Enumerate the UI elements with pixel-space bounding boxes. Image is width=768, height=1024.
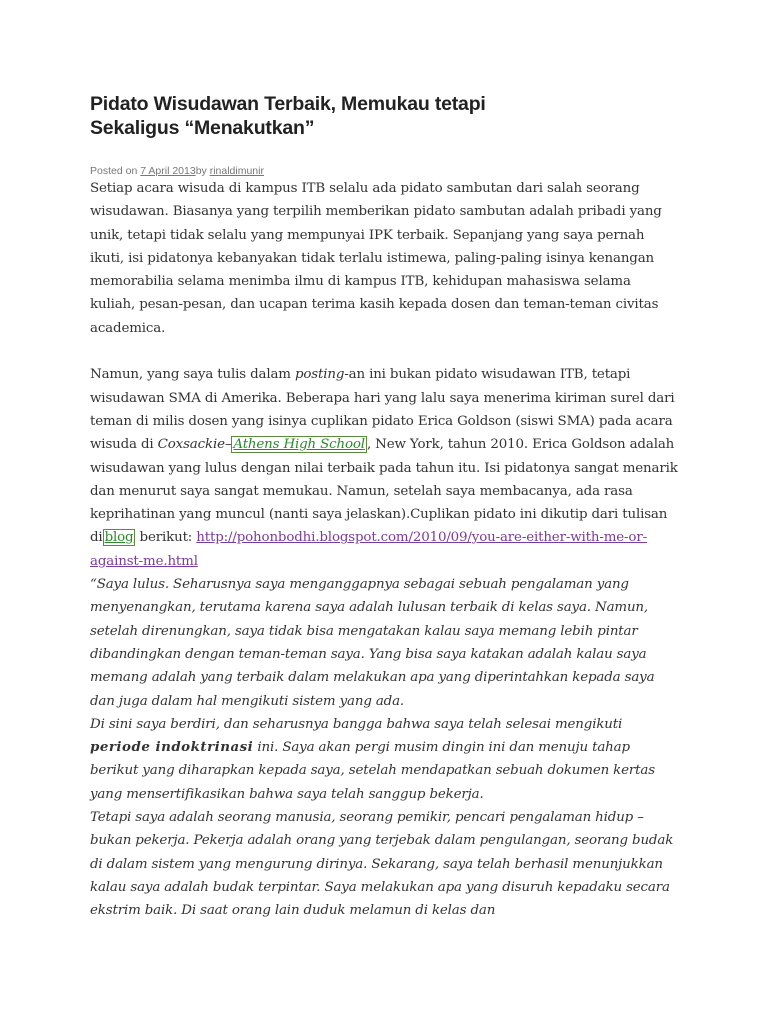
quote-text: Di sini saya berdiri, dan seharusnya bangga bahwa saya telah selesai mengikuti [90, 716, 623, 732]
paragraph-spacer [90, 340, 678, 363]
dash: – [224, 437, 232, 453]
post-title-line-1: Pidato Wisudawan Terbaik, Memukau tetapi [90, 93, 486, 115]
post-date-link[interactable]: 7 April 2013 [140, 165, 196, 177]
post-content [90, 177, 678, 923]
posting-term: posting [294, 367, 345, 383]
paragraph-text: -an ini bukan pidato wisudawan ITB, tetapi wisudawan SMA di Amerika. Beberapa hari yang lalu saya menerima kiriman surel dari teman di milis dosen yang isinya cuplikan pidato Erica Goldson (siswi SMA) pada acara wisuda di [90, 367, 675, 453]
post-title [90, 92, 678, 140]
paragraph-text: berikut: [135, 530, 197, 546]
post-author-link[interactable]: rinaldimunir [209, 165, 264, 177]
paragraph-namun [90, 363, 678, 573]
paragraph-intro: Setiap acara wisuda di kampus ITB selalu ada pidato sambutan dari salah seorang wisudawan. Biasanya yang terpilih memberikan pidato sambutan adalah pribadi yang unik, tetapi tidak selalu yang mempunyai IPK terbaik. Sepanjang yang saya pernah ikuti, isi pidatonya kebanyakan tidak terlalu istimewa, paling-paling isinya kenangan memorabilia selama menimba ilmu di kampus ITB, kehidupan mahasiswa selama kuliah, pesan-pesan, dan ucapan terima kasih kepada dosen dan teman-teman civitas academica. [90, 181, 662, 336]
source-url-link[interactable]: http://pohonbodhi.blogspot.com/2010/09/you-are-either-with-me-or-against-me.html [90, 530, 647, 569]
coxsackie-term: Coxsackie [157, 437, 225, 453]
posted-on-label: Posted on [90, 165, 138, 177]
post-title-line-2: Sekaligus “Menakutkan” [90, 117, 315, 139]
quote-paragraph-2 [90, 713, 678, 806]
quote-emphasis: periode indoktrinasi [90, 739, 254, 756]
blog-link[interactable]: blog [104, 530, 134, 546]
paragraph-text: , New York, tahun 2010. Erica Goldson adalah wisudawan yang lulus dengan nilai terbaik pada tahun itu. Isi pidatonya sangat menarik dan menurut saya sangat memukau. Namun, setelah saya membacanya, ada rasa keprihatinan yang muncul (nanti saya jelaskan).Cuplikan pidato ini dikutip dari tulisan di [90, 437, 678, 546]
by-label: by [195, 165, 207, 177]
post-meta [90, 165, 678, 177]
blog-post [90, 92, 678, 923]
quote-paragraph-3: Tetapi saya adalah seorang manusia, seorang pemikir, pencari pengalaman hidup – bukan pekerja. Pekerja adalah orang yang terjebak dalam pengulangan, seorang budak di dalam sistem yang mengurung dirinya. Sekarang, saya telah berhasil menunjukkan kalau saya adalah budak terpintar. Saya melakukan apa yang disuruh kepadaku secara ekstrim baik. Di saat orang lain duduk melamun di kelas dan [90, 810, 674, 919]
quote-paragraph-1: “Saya lulus. Seharusnya saya menganggapnya sebagai sebuah pengalaman yang menyenangkan, terutama karena saya adalah lulusan terbaik di kelas saya. Namun, setelah direnungkan, saya tidak bisa mengatakan kalau saya memang lebih pintar dibandingkan dengan teman-teman saya. Yang bisa saya katakan adalah kalau saya memang adalah yang terbaik dalam melakukan apa yang diperintahkan kepada saya dan juga dalam hal mengikuti sistem yang ada. [90, 577, 655, 709]
athens-high-school-link[interactable]: Athens High School [233, 437, 365, 453]
quote-text: ini. Saya akan pergi musim dingin ini dan menuju tahap berikut yang diharapkan kepada saya, setelah mendapatkan sebuah dokumen kertas yang mensertifikasikan bahwa saya telah sanggup bekerja. [90, 740, 655, 802]
paragraph-text: Namun, yang saya tulis dalam [90, 367, 295, 383]
